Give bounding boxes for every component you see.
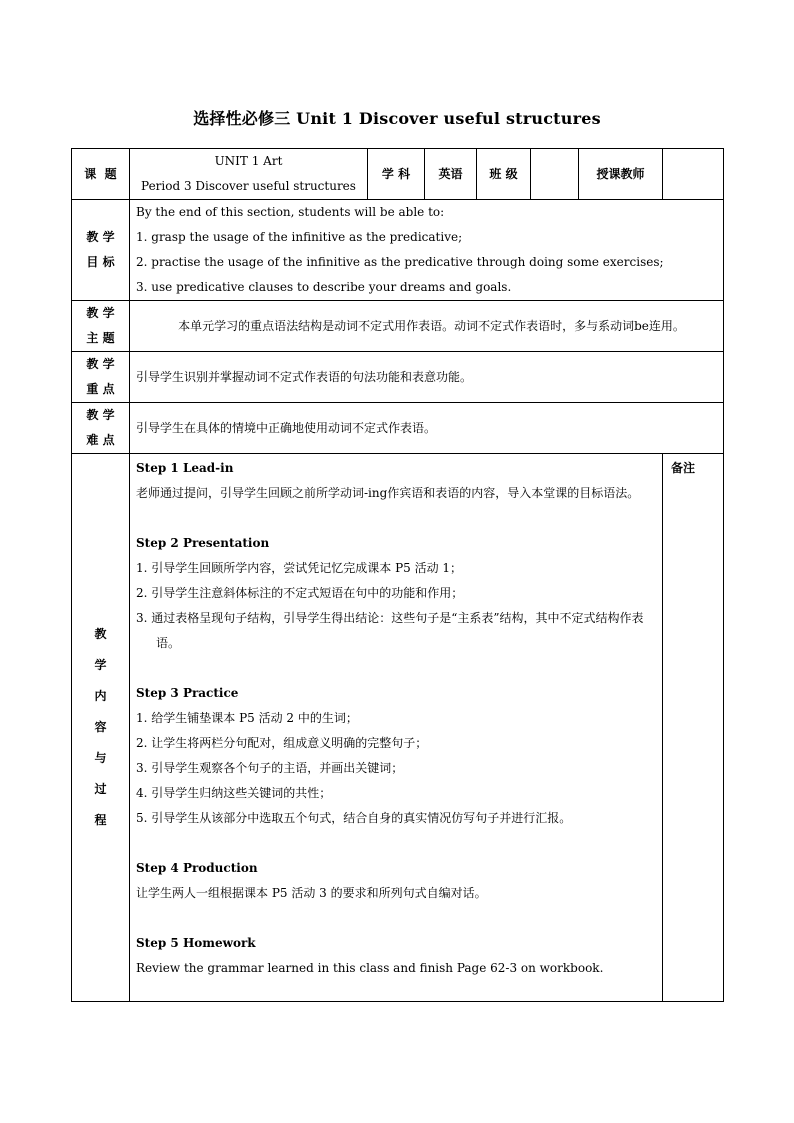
step-heading: Step 2 Presentation bbox=[136, 536, 270, 550]
objectives-cell bbox=[130, 200, 724, 301]
subject-label: 学 科 bbox=[368, 149, 425, 200]
subject-value: 英语 bbox=[425, 149, 477, 200]
step-heading: Step 4 Production bbox=[136, 861, 258, 875]
teacher-label: 授课教师 bbox=[579, 149, 663, 200]
notes-cell bbox=[663, 454, 724, 1002]
notes-label: 备注 bbox=[671, 461, 696, 475]
page-title: 选择性必修三 Unit 1 Discover useful structures bbox=[193, 109, 601, 128]
objective-line: 3. use predicative clauses to describe your dreams and goals. bbox=[136, 280, 512, 294]
content-cell bbox=[130, 454, 663, 1002]
theme-label: 教 学 主 题 bbox=[72, 301, 130, 352]
topic-line-period: Period 3 Discover useful structures bbox=[141, 179, 356, 193]
step-heading: Step 3 Practice bbox=[136, 686, 239, 700]
theme-row bbox=[72, 301, 724, 352]
key-points-row bbox=[72, 352, 724, 403]
difficulties-row bbox=[72, 403, 724, 454]
topic-label: 课 题 bbox=[72, 149, 130, 200]
step-text: 老师通过提问，引导学生回顾之前所学动词-ing作宾语和表语的内容，导入本堂课的目标语法。 bbox=[136, 486, 640, 500]
objective-line: By the end of this section, students will be able to: bbox=[136, 205, 445, 219]
list-item: 5. 引导学生从该部分中选取五个句式，结合自身的真实情况仿写句子并进行汇报。 bbox=[136, 811, 572, 825]
teacher-value bbox=[663, 149, 724, 200]
topic-cell bbox=[130, 149, 368, 200]
lesson-plan-table bbox=[71, 148, 724, 1002]
difficulties-label: 教 学 难 点 bbox=[72, 403, 130, 454]
difficulties-text: 引导学生在具体的情境中正确地使用动词不定式作表语。 bbox=[130, 403, 724, 454]
class-label: 班 级 bbox=[477, 149, 531, 200]
objectives-label: 教 学 目 标 bbox=[72, 200, 130, 301]
header-row bbox=[72, 149, 724, 200]
step-text: Review the grammar learned in this class and finish Page 62-3 on workbook. bbox=[136, 961, 604, 975]
content-row bbox=[72, 454, 724, 1002]
content-label: 教 学 内 容 与 过 程 bbox=[72, 454, 130, 1002]
objectives-row bbox=[72, 200, 724, 301]
theme-text: 本单元学习的重点语法结构是动词不定式用作表语。动词不定式作表语时，多与系动词be连用。 bbox=[130, 301, 724, 352]
objective-line: 1. grasp the usage of the infinitive as the predicative; bbox=[136, 230, 463, 244]
list-item: 3. 通过表格呈现句子结构，引导学生得出结论：这些句子是“主系表”结构，其中不定式结构作表语。 bbox=[136, 611, 644, 650]
key-points-label: 教 学 重 点 bbox=[72, 352, 130, 403]
topic-line-unit: UNIT 1 Art bbox=[214, 154, 283, 168]
list-item: 1. 给学生铺垫课本 P5 活动 2 中的生词； bbox=[136, 711, 358, 725]
step-heading: Step 5 Homework bbox=[136, 936, 256, 950]
list-item: 4. 引导学生归纳这些关键词的共性； bbox=[136, 786, 332, 800]
list-item: 2. 引导学生注意斜体标注的不定式短语在句中的功能和作用； bbox=[136, 586, 464, 600]
step-heading: Step 1 Lead-in bbox=[136, 461, 234, 475]
list-item: 2. 让学生将两栏分句配对，组成意义明确的完整句子； bbox=[136, 736, 428, 750]
step-text: 让学生两人一组根据课本 P5 活动 3 的要求和所列句式自编对话。 bbox=[136, 886, 487, 900]
objective-line: 2. practise the usage of the infinitive as the predicative through doing some exercises; bbox=[136, 255, 664, 269]
list-item: 1. 引导学生回顾所学内容，尝试凭记忆完成课本 P5 活动 1； bbox=[136, 561, 463, 575]
key-points-text: 引导学生识别并掌握动词不定式作表语的句法功能和表意功能。 bbox=[130, 352, 724, 403]
list-item: 3. 引导学生观察各个句子的主语，并画出关键词； bbox=[136, 761, 404, 775]
class-value bbox=[531, 149, 579, 200]
